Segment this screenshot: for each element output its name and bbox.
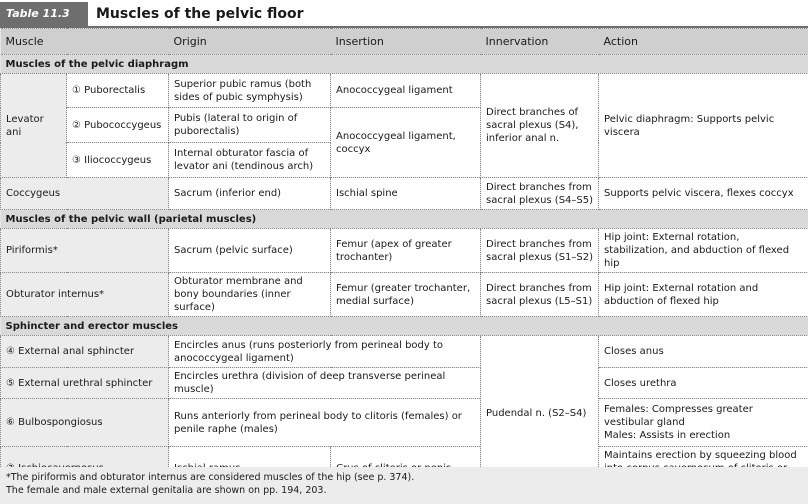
table-row: [1, 399, 808, 447]
innervation-cell: Direct branches of sacral plexus (S4), inferior anal n.: [481, 74, 599, 178]
table-row: [1, 336, 808, 368]
origin-cell: Sacrum (inferior end): [169, 178, 331, 210]
muscle-bulbospongiosus: ⑥ Bulbospongiosus: [1, 399, 169, 447]
section-row-sphincter: [1, 317, 808, 336]
origin-cell: Encircles anus (runs posteriorly from perineal body to anococcygeal ligament): [169, 336, 481, 368]
muscle-part-puborectalis: ① Puborectalis: [67, 74, 169, 108]
header-innervation: Innervation: [481, 29, 599, 55]
insertion-cell: Ischial spine: [331, 178, 481, 210]
table-number: Table 11.3: [0, 2, 88, 26]
action-cell: Closes urethra: [599, 368, 808, 399]
insertion-cell: Anococcygeal ligament: [331, 74, 481, 108]
section-row-wall: [1, 210, 808, 229]
muscle-external-urethral-sphincter: ⑤ External urethral sphincter: [1, 368, 169, 399]
section-title-sphincter: Sphincter and erector muscles: [1, 317, 808, 336]
header-origin: Origin: [169, 29, 331, 55]
action-male: Males: Assists in erection: [604, 430, 731, 441]
table-footnotes: [0, 467, 808, 504]
muscle-piriformis: Piriformis*: [1, 229, 169, 273]
innervation-cell-pudendal: Pudendal n. (S2–S4): [481, 336, 599, 491]
action-cell: Hip joint: External rotation, stabilization, and abduction of flexed hip: [599, 229, 808, 273]
muscles-table: [0, 28, 808, 491]
innervation-cell: Direct branches from sacral plexus (L5–S1): [481, 273, 599, 317]
action-female: Females: Compresses greater vestibular gland: [604, 404, 753, 428]
insertion-cell: Femur (apex of greater trochanter): [331, 229, 481, 273]
muscle-obturator-internus: Obturator internus*: [1, 273, 169, 317]
footnote-genitalia: The female and male external genitalia are shown on pp. 194, 203.: [6, 485, 327, 496]
header-muscle: Muscle: [1, 29, 169, 55]
insertion-cell: Anococcygeal ligament, coccyx: [331, 108, 481, 178]
muscle-levator-ani: Levator ani: [1, 74, 67, 178]
action-cell: Pelvic diaphragm: Supports pelvic viscera: [599, 74, 808, 178]
action-cell: Maintains erection by squeezing blood: [599, 447, 808, 491]
table-row: [1, 368, 808, 399]
origin-cell: Runs anteriorly from perineal body to clitoris (females) or penile raphe (males): [169, 399, 481, 447]
innervation-cell: Direct branches from sacral plexus (S4–S5): [481, 178, 599, 210]
action-cell: Hip joint: External rotation and abduction of flexed hip: [599, 273, 808, 317]
origin-cell: Superior pubic ramus (both sides of pubic symphysis): [169, 74, 331, 108]
muscle-part-iliococcygeus: ③ Iliococcygeus: [67, 143, 169, 178]
table-row: [1, 273, 808, 317]
section-row-diaphragm: [1, 55, 808, 74]
muscle-external-anal-sphincter: ④ External anal sphincter: [1, 336, 169, 368]
footnote-hip-muscles: *The piriformis and obturator internus are considered muscles of the hip (see p. 374).: [6, 472, 415, 483]
origin-cell: Sacrum (pelvic surface): [169, 229, 331, 273]
header-insertion: Insertion: [331, 29, 481, 55]
table-title: Muscles of the pelvic floor: [96, 6, 304, 22]
action-cell: Closes anus: [599, 336, 808, 368]
innervation-cell: Direct branches from sacral plexus (S1–S2): [481, 229, 599, 273]
table-title-bar: [0, 0, 808, 26]
origin-cell: Obturator membrane and bony boundaries (inner surface): [169, 273, 331, 317]
origin-cell: Encircles urethra (division of deep transverse perineal muscle): [169, 368, 481, 399]
header-action: Action: [599, 29, 808, 55]
table-row: [1, 178, 808, 210]
table-row: [1, 74, 808, 108]
muscle-coccygeus: Coccygeus: [1, 178, 169, 210]
origin-cell: Pubis (lateral to origin of puborectalis): [169, 108, 331, 143]
section-title-diaphragm: Muscles of the pelvic diaphragm: [1, 55, 808, 74]
table-row: [1, 229, 808, 273]
insertion-cell: Femur (greater trochanter, medial surface): [331, 273, 481, 317]
muscle-part-pubococcygeus: ② Pubococcygeus: [67, 108, 169, 143]
header-row: [1, 29, 808, 55]
section-title-wall: Muscles of the pelvic wall (parietal muscles): [1, 210, 808, 229]
action-cell: [599, 399, 808, 447]
origin-cell: Internal obturator fascia of levator ani (tendinous arch): [169, 143, 331, 178]
action-cell: Supports pelvic viscera, flexes coccyx: [599, 178, 808, 210]
